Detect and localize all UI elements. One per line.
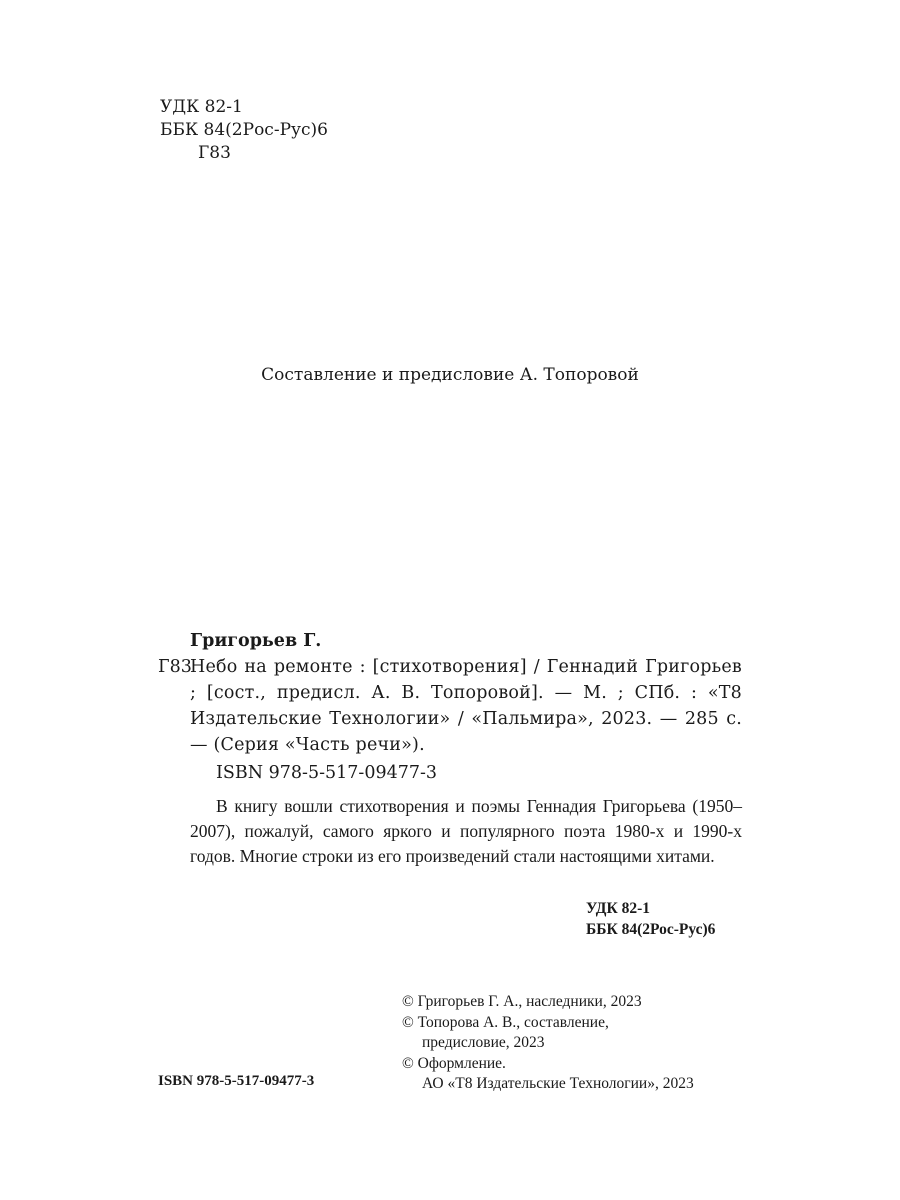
bibliographic-description: Небо на ремонте : [стихотворения] / Геннадий Григорьев ; [сост., предисл. А. В. Топоровой]. — М. ; СПб. : «Т8 Издательские Технологии» / «Пальмира», 2023. — 285 с. — (Серия «Часть речи»). [190,657,742,755]
header-bbk-code: ББК 84(2Рос-Рус)6 [160,120,328,140]
author-mark: Г83 [158,657,192,677]
udk-code: УДК 82-1 [586,900,650,917]
classification-codes [586,898,715,940]
copyright-block [402,992,694,1095]
isbn-bottom: ISBN 978-5-517-09477-3 [158,1073,315,1089]
copyright-compiler-cont: предисловие, 2023 [422,1034,545,1051]
bbk-code: ББК 84(2Рос-Рус)6 [586,921,716,938]
copyright-author: © Григорьев Г. А., наследники, 2023 [402,993,642,1010]
header-udk-code: УДК 82-1 [160,97,243,117]
bibliographic-record [158,628,742,869]
copyright-design-cont: АО «Т8 Издательские Технологии», 2023 [422,1075,694,1092]
header-classification-codes [160,96,328,165]
header-author-mark: Г83 [198,143,231,163]
copyright-compiler: © Топорова А. В., составление, [402,1013,609,1031]
annotation-text: В книгу вошли стихотворения и поэмы Геннадия Григорьева (1950–2007), пожалуй, самого яркого и популярного поэта 1980-х и 1990-х годов. Многие строки из его произведений стали настоящими хитами. [190,796,742,866]
author-heading: Григорьев Г. [190,631,322,651]
record-isbn: ISBN 978-5-517-09477-3 [216,763,438,783]
compiler-note: Составление и предисловие А. Топоровой [261,365,639,385]
copyright-design: © Оформление. [402,1054,506,1072]
bibliographic-entry [158,654,742,758]
